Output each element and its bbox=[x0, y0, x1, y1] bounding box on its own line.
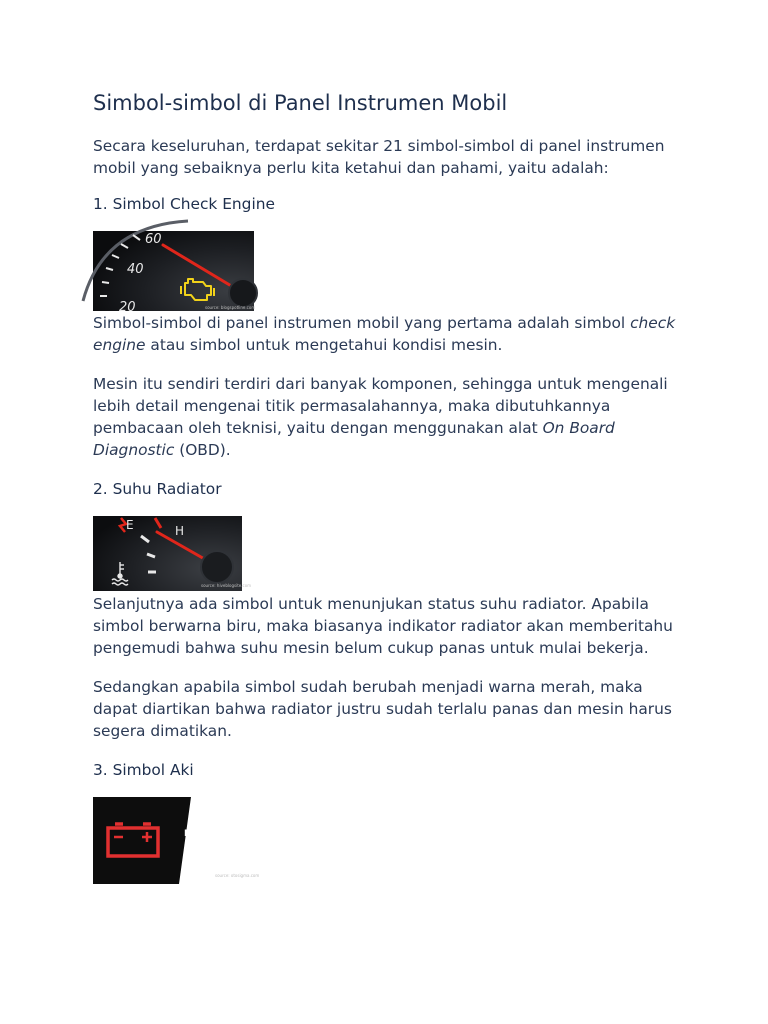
emphasis-obd: On Board Diagnostic bbox=[93, 419, 615, 459]
section-heading-radiator: 2. Suhu Radiator bbox=[93, 480, 222, 498]
image-credit: source: otosigma.com bbox=[215, 873, 260, 878]
battery-caption-line2: BATERAI MOBIL bbox=[188, 843, 267, 853]
para-text: Mesin itu sendiri terdiri dari banyak komponen, sehingga untuk mengenali lebih detail mengenai titik permasalahannya, maka dibutuhkannya pembacaan oleh teknisi, yaitu dengan menggunakan alat bbox=[93, 375, 668, 437]
check-engine-gauge-image bbox=[93, 231, 256, 315]
gauge-hub bbox=[201, 551, 233, 583]
radiator-paragraph-1: Selanjutnya ada simbol untuk menunjukan status suhu radiator. Apabila simbol berwarna biru, maka biasanya indikator radiator akan memberitahu pengemudi bahwa suhu mesin belum cukup panas untuk mulai bekerja. bbox=[93, 595, 673, 657]
article bbox=[93, 88, 683, 884]
page-title: Simbol-simbol di Panel Instrumen Mobil bbox=[93, 91, 508, 115]
radiator-gauge-graphic bbox=[93, 516, 252, 591]
radiator-paragraph-2: Sedangkan apabila simbol sudah berubah menjadi warna merah, maka dapat diartikan bahwa radiator justru sudah terlalu panas dan mesin harus segera dimatikan. bbox=[93, 678, 672, 740]
gauge-label-e: E bbox=[126, 518, 134, 532]
gauge-tick-20: 20 bbox=[119, 300, 136, 315]
battery-caption-line1: INDIKATOR MASALAH bbox=[184, 829, 293, 839]
radiator-gauge-image bbox=[93, 516, 252, 591]
para-text: Simbol-simbol di panel instrumen mobil yang pertama adalah simbol bbox=[93, 314, 631, 332]
check-engine-gauge-graphic bbox=[93, 231, 256, 315]
battery-indicator-image bbox=[93, 797, 293, 884]
emphasis-check-engine: check engine bbox=[93, 314, 676, 354]
gauge-tick-40: 40 bbox=[127, 262, 144, 277]
para-text: atau simbol untuk mengetahui kondisi mesin. bbox=[145, 336, 503, 354]
check-engine-paragraph-1 bbox=[93, 312, 683, 356]
gauge-hub bbox=[229, 279, 257, 307]
check-engine-paragraph-2 bbox=[93, 373, 683, 461]
para-text: (OBD). bbox=[174, 441, 231, 459]
intro-paragraph: Secara keseluruhan, terdapat sekitar 21 simbol-simbol di panel instrumen mobil yang sebaiknya perlu kita ketahui dan pahami, yaitu adalah: bbox=[93, 137, 665, 177]
gauge-label-h: H bbox=[175, 524, 185, 538]
section-heading-check-engine: 1. Simbol Check Engine bbox=[93, 195, 275, 213]
image-credit: source: blogspotline.com bbox=[205, 305, 256, 310]
image-credit: source: hiveblogsite.com bbox=[201, 583, 252, 588]
battery-indicator-graphic bbox=[93, 797, 293, 884]
gauge-tick-60: 60 bbox=[145, 232, 162, 247]
section-heading-battery: 3. Simbol Aki bbox=[93, 761, 194, 779]
